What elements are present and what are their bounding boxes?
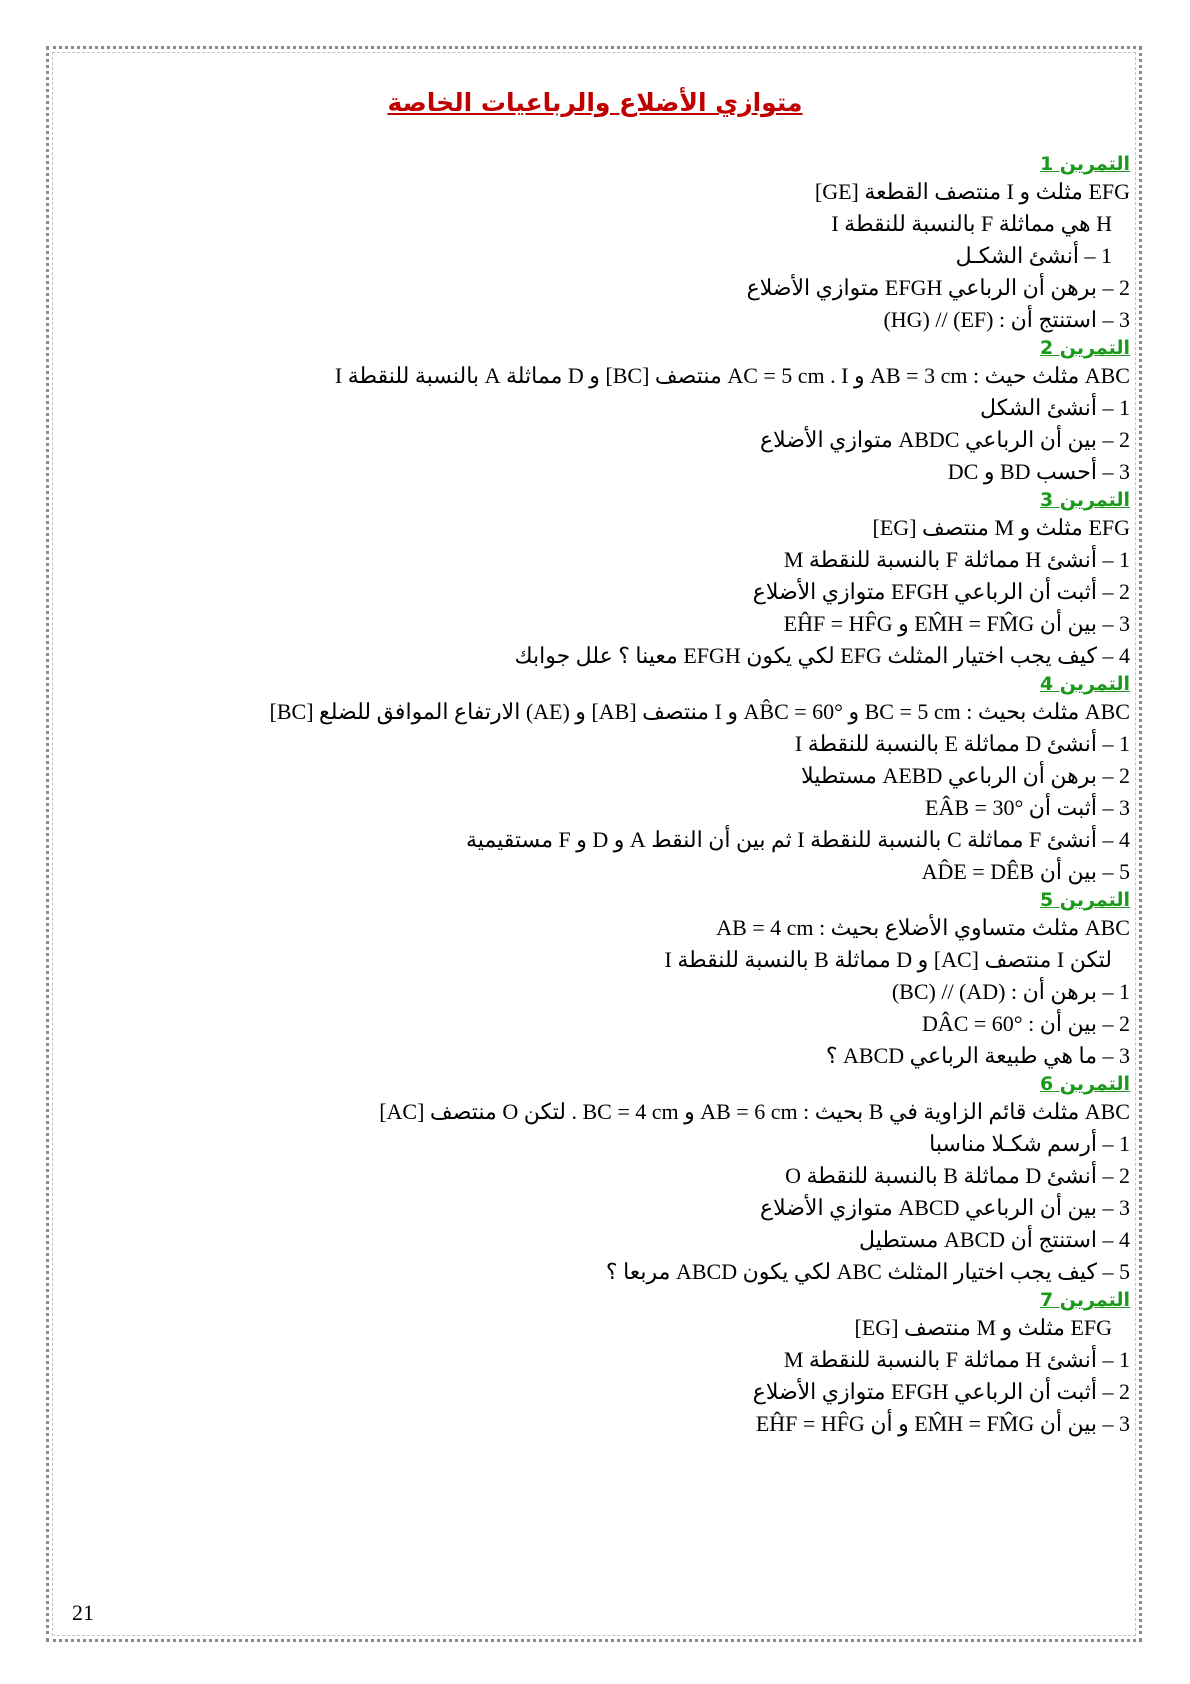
exercise-6 — [60, 1072, 1130, 1288]
exercise-line: 1 – أنشئ الشكـل — [955, 243, 1112, 268]
exercise-line: 3 – أحسب BD و DC — [947, 459, 1130, 484]
exercise-5 — [60, 888, 1130, 1072]
exercise-line: ABC مثلث بحيث : BC = 5 cm و AB̂C = 60° و I منتصف [AB] و (AE) الارتفاع الموافق للضلع [BC] — [269, 699, 1130, 724]
exercise-line: 3 – بين أن EM̂H = FM̂G و EĤF = HF̂G — [783, 611, 1130, 636]
exercise-title: التمرين 4 — [1039, 673, 1130, 695]
exercise-line: H هي مماثلة F بالنسبة للنقطة I — [831, 211, 1112, 236]
page-title: متوازي الأضلاع والرباعيات الخاصة — [387, 88, 803, 117]
exercise-line: 2 – برهن أن الرباعي EFGH متوازي الأضلاع — [746, 275, 1130, 300]
exercise-line: لتكن I منتصف [AC] و D مماثلة B بالنسبة للنقطة I — [664, 947, 1112, 972]
exercise-line: ABC مثلث حيث : AB = 3 cm و AC = 5 cm . I منتصف [BC] و D مماثلة A بالنسبة للنقطة I — [334, 363, 1130, 388]
exercise-line: 1 – برهن أن : (AD) // (BC) — [891, 979, 1130, 1004]
exercise-title: التمرين 7 — [1039, 1289, 1130, 1311]
exercise-line: 2 – بين أن الرباعي ABDC متوازي الأضلاع — [760, 427, 1130, 452]
exercise-1 — [60, 152, 1130, 336]
exercise-4 — [60, 672, 1130, 888]
exercise-line: 1 – أنشئ H مماثلة F بالنسبة للنقطة M — [783, 1347, 1130, 1372]
exercise-line: 5 – بين أن AD̂E = DÊB — [921, 859, 1130, 884]
exercise-title: التمرين 5 — [1039, 889, 1130, 911]
exercise-line: 5 – كيف يجب اختيار المثلث ABC لكي يكون ABCD مربعا ؟ — [605, 1259, 1130, 1284]
exercise-line: 4 – كيف يجب اختيار المثلث EFG لكي يكون EFGH معينا ؟ علل جوابك — [514, 643, 1130, 668]
exercise-line: 3 – ما هي طبيعة الرباعي ABCD ؟ — [825, 1043, 1130, 1068]
exercise-line: EFG مثلث و M منتصف [EG] — [854, 1315, 1112, 1340]
exercise-line: 3 – بين أن الرباعي ABCD متوازي الأضلاع — [760, 1195, 1130, 1220]
exercise-3 — [60, 488, 1130, 672]
exercise-line: 4 – أنشئ F مماثلة C بالنسبة للنقطة I ثم بين أن النقط A و D و F مستقيمية — [466, 827, 1130, 852]
exercise-line: 2 – أثبت أن الرباعي EFGH متوازي الأضلاع — [752, 1379, 1130, 1404]
exercise-line: 2 – أثبت أن الرباعي EFGH متوازي الأضلاع — [752, 579, 1130, 604]
exercise-line: 3 – استنتج أن : (EF) // (HG) — [883, 307, 1130, 332]
exercise-title: التمرين 1 — [1039, 153, 1130, 175]
page-number: 21 — [72, 1600, 94, 1625]
exercise-line: ABC مثلث قائم الزاوية في B بحيث : AB = 6 cm و BC = 4 cm . لتكن O منتصف [AC] — [379, 1099, 1130, 1124]
exercise-line: 1 – أنشئ D مماثلة E بالنسبة للنقطة I — [794, 731, 1130, 756]
exercise-2 — [60, 336, 1130, 488]
exercises-container — [60, 152, 1130, 1440]
exercise-line: ABC مثلث متساوي الأضلاع بحيث : AB = 4 cm — [716, 915, 1130, 940]
exercise-line: 4 – استنتج أن ABCD مستطيل — [859, 1227, 1130, 1252]
exercise-title: التمرين 3 — [1039, 489, 1130, 511]
exercise-line: 3 – أثبت أن EÂB = 30° — [925, 795, 1130, 820]
exercise-title: التمرين 6 — [1039, 1073, 1130, 1095]
exercise-line: 3 – بين أن EM̂H = FM̂G و أن EĤF = HF̂G — [755, 1411, 1130, 1436]
exercise-7 — [60, 1288, 1130, 1440]
exercise-line: EFG مثلث و M منتصف [EG] — [872, 515, 1130, 540]
exercise-line: 2 – برهن أن الرباعي AEBD مستطيلا — [801, 763, 1130, 788]
exercise-line: EFG مثلث و I منتصف القطعة [GE] — [814, 179, 1130, 204]
exercise-title: التمرين 2 — [1039, 337, 1130, 359]
exercise-line: 1 – أنشئ الشكل — [980, 395, 1130, 420]
exercise-line: 1 – أنشئ H مماثلة F بالنسبة للنقطة M — [783, 547, 1130, 572]
exercise-line: 2 – أنشئ D مماثلة B بالنسبة للنقطة O — [785, 1163, 1130, 1188]
exercise-line: 2 – بين أن : DÂC = 60° — [921, 1011, 1130, 1036]
exercise-line: 1 – أرسم شكـلا مناسبا — [929, 1131, 1130, 1156]
